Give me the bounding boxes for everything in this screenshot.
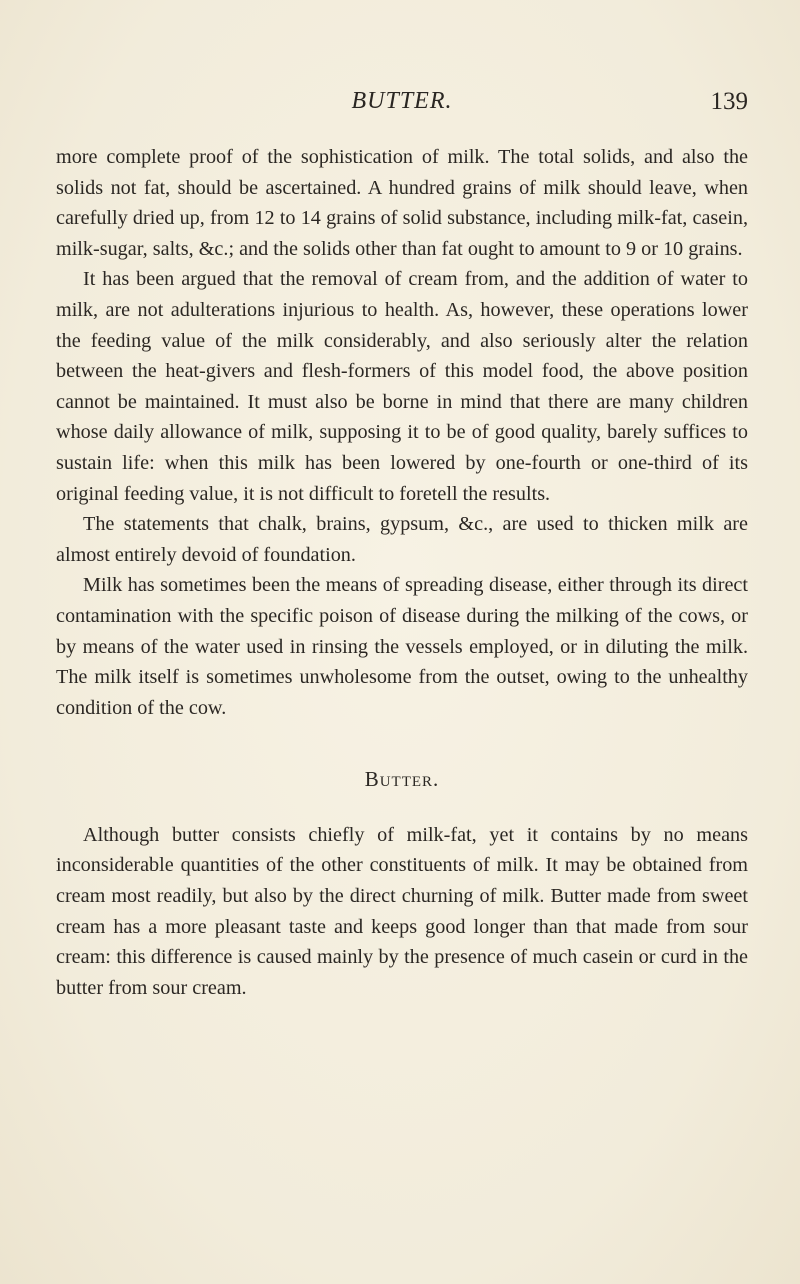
paragraph-adulteration: It has been argued that the removal of cream from, and the addition of water to milk, are not adulterations injurious to health. As, however, these operations lower the feeding value of the milk considerably, and also seriously alter the relation between the heat-givers and flesh-formers of this model food, the above position cannot be maintained. It must also be borne in mind that there are many children whose daily allowance of milk, supposing it to be of good quality, barely suffices to sustain life: when this milk has been lowered by one-fourth or one-third of its original feeding value, it is not difficult to foretell the results. [56, 268, 748, 505]
section-heading-butter: Butter. [364, 767, 440, 792]
paragraph-thickeners: The statements that chalk, brains, gypsum, &c., are used to thicken milk are almost entirely devoid of foundation. [56, 513, 748, 566]
body-text [56, 142, 748, 1003]
running-head: BUTTER. [351, 88, 453, 114]
paragraph-disease: Milk has sometimes been the means of spreading disease, either through its direct contamination with the specific poison of disease during the milking of the cows, or by means of the water used in rinsing the vessels employed, or in diluting the milk. The milk itself is sometimes unwholesome from the outset, owing to the unhealthy condition of the cow. [56, 574, 748, 719]
paragraph-continued: more complete proof of the sophistication of milk. The total solids, and also the solids not fat, should be ascertained. A hundred grains of milk should leave, when carefully dried up, from 12 to 14 grains of solid substance, including milk-fat, casein, milk-sugar, salts, &c.; and the solids other than fat ought to amount to 9 or 10 grains. [56, 146, 748, 260]
page-header [56, 88, 748, 124]
page-number: 139 [710, 88, 748, 115]
paragraph-butter: Although butter consists chiefly of milk-fat, yet it contains by no means inconsiderable quantities of the other constituents of milk. It may be obtained from cream most readily, but also by the direct churning of milk. Butter made from sweet cream has a more pleasant taste and keeps good longer than that made from sour cream: this difference is caused mainly by the presence of much casein or curd in the butter from sour cream. [56, 823, 748, 999]
